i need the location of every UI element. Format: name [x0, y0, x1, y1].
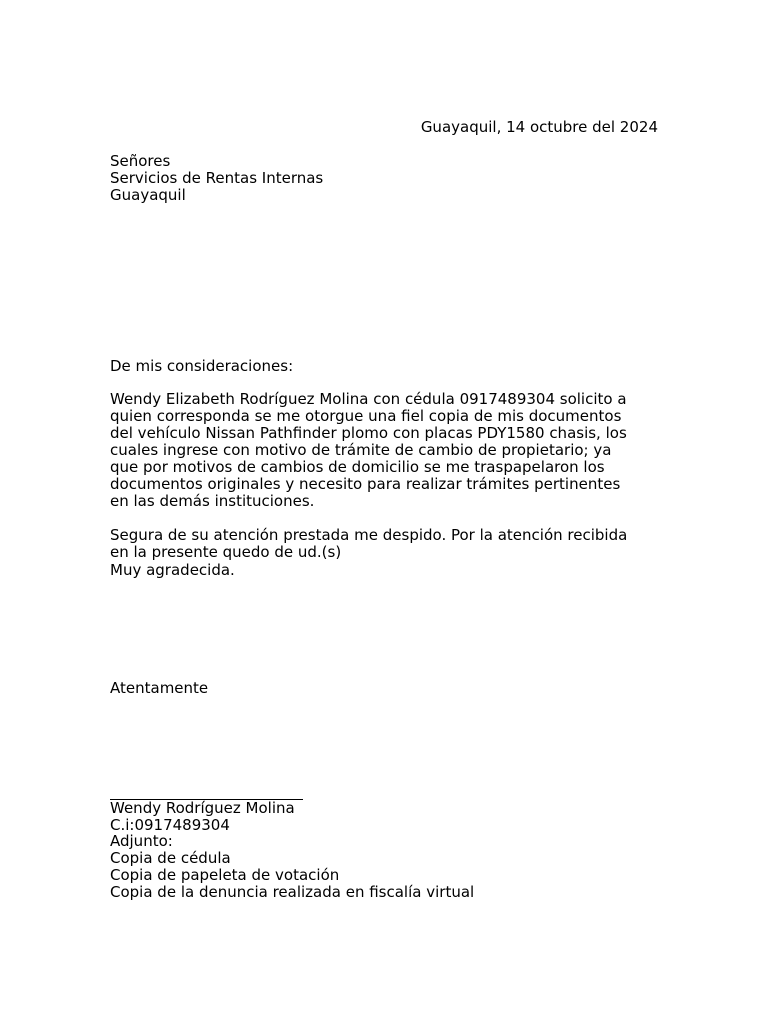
body-line: cuales ingrese con motivo de trámite de cambio de propietario; ya	[110, 441, 612, 459]
body-line: quien corresponda se me otorgue una fiel copia de mis documentos	[110, 407, 622, 425]
recipient-line-2: Servicios de Rentas Internas	[110, 169, 324, 187]
body-line: que por motivos de cambios de domicilio se me traspapelaron los	[110, 458, 605, 476]
recipient-line-3: Guayaquil	[110, 186, 186, 204]
greeting: De mis consideraciones:	[110, 357, 294, 375]
body-line: en la presente quedo de ud.(s)	[110, 543, 342, 561]
signature-id: C.i:0917489304	[110, 816, 230, 834]
attachment-item: Copia de papeleta de votación	[110, 866, 340, 884]
attachments-label: Adjunto:	[110, 832, 173, 850]
body-line: en las demás instituciones.	[110, 492, 315, 510]
recipient-line-1: Señores	[110, 152, 171, 170]
body-line: Segura de su atención prestada me despido. Por la atención recibida	[110, 526, 628, 544]
closing: Atentamente	[110, 679, 209, 697]
date-line: Guayaquil, 14 octubre del 2024	[420, 118, 658, 136]
body-line: Wendy Elizabeth Rodríguez Molina con cédula 0917489304 solicito a	[110, 390, 627, 408]
body-line: Muy agradecida.	[110, 561, 235, 579]
body-line: documentos originales y necesito para realizar trámites pertinentes	[110, 475, 621, 493]
attachment-item: Copia de cédula	[110, 849, 231, 867]
signature-name: Wendy Rodríguez Molina	[110, 799, 295, 817]
attachment-item: Copia de la denuncia realizada en fiscalía virtual	[110, 883, 475, 901]
body-line: del vehículo Nissan Pathfinder plomo con placas PDY1580 chasis, los	[110, 424, 627, 442]
